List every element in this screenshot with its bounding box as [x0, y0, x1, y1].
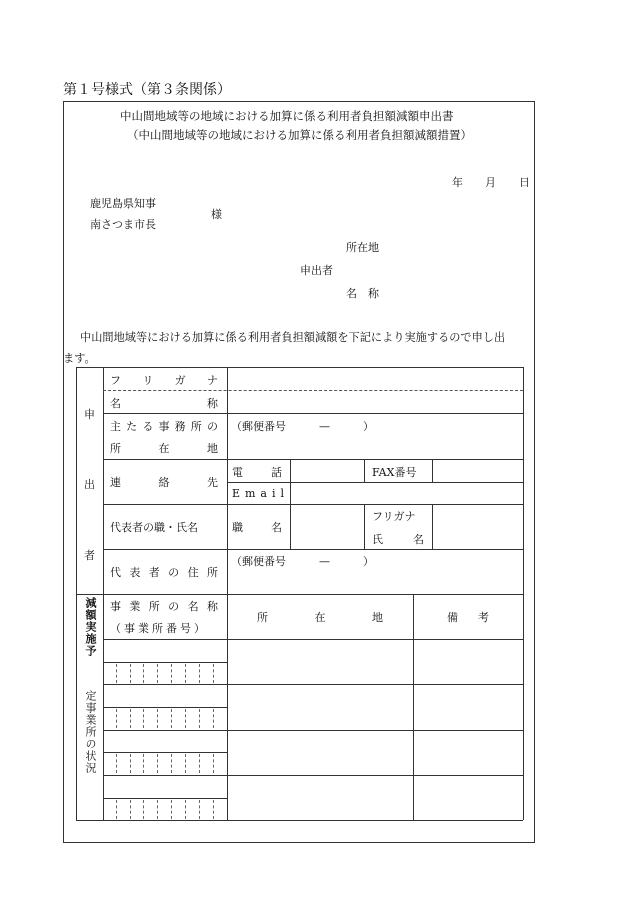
form-number: 第１号様式（第３条関係）	[63, 82, 231, 98]
date-year: 年	[452, 176, 463, 189]
form-frame	[63, 101, 535, 843]
addressee-mayor: 南さつま市長	[90, 218, 156, 231]
shimei-label: 氏 名	[372, 533, 424, 546]
applicant-address-label: 所在地	[346, 241, 379, 254]
side-label-office-b: 定事業所の状況	[84, 690, 97, 774]
contact-label: 連 絡 先	[110, 476, 218, 489]
office-postal: （郵便番号 — ）	[231, 420, 374, 433]
addressee-governor: 鹿児島県知事	[90, 197, 156, 210]
office-label-line1: 主 た る 事 務 所 の	[110, 420, 218, 433]
form-subtitle: （中山間地域等の地域における加算に係る利用者負担額減額措置）	[127, 128, 472, 142]
office-name-header: 事 業 所 の 名 称	[110, 600, 218, 613]
date-month: 月	[485, 176, 496, 189]
body-text-2: ます。	[63, 352, 96, 365]
fax-label: FAX番号	[372, 466, 417, 479]
office-label-line2: 所 在 地	[110, 442, 218, 455]
side-label-applicant-2: 出	[84, 478, 95, 491]
date-day: 日	[519, 176, 530, 189]
email-label: E m a i l	[232, 487, 284, 500]
location-header: 所 在 地	[257, 611, 383, 624]
honorific: 様	[211, 208, 222, 221]
remarks-header: 備 考	[447, 611, 489, 624]
position-label: 職 名	[232, 521, 282, 534]
form-title: 中山間地域等の地域における加算に係る利用者負担額減額申出書	[120, 109, 454, 123]
applicant-label: 申出者	[300, 264, 333, 277]
office-number-header: （事業所番号）	[110, 622, 208, 635]
rep-postal: （郵便番号 — ）	[231, 555, 374, 568]
phone-label: 電 話	[232, 466, 282, 479]
side-label-applicant-3: 者	[84, 549, 95, 562]
name-label: 名 称	[110, 397, 218, 410]
rep-name-label: 代表者の職・氏名	[110, 521, 198, 534]
furigana-label: フ リ ガ ナ	[110, 374, 218, 387]
rep-address-label: 代 表 者 の 住 所	[110, 566, 218, 579]
side-label-applicant-1: 申	[84, 408, 95, 421]
side-label-office-a: 減額実施予	[84, 597, 97, 657]
applicant-name-label: 名 称	[346, 287, 379, 300]
furigana2-label: フリガナ	[372, 510, 416, 523]
body-text-1: 中山間地域等における加算に係る利用者負担額減額を下記により実施するので申し出	[80, 331, 506, 344]
